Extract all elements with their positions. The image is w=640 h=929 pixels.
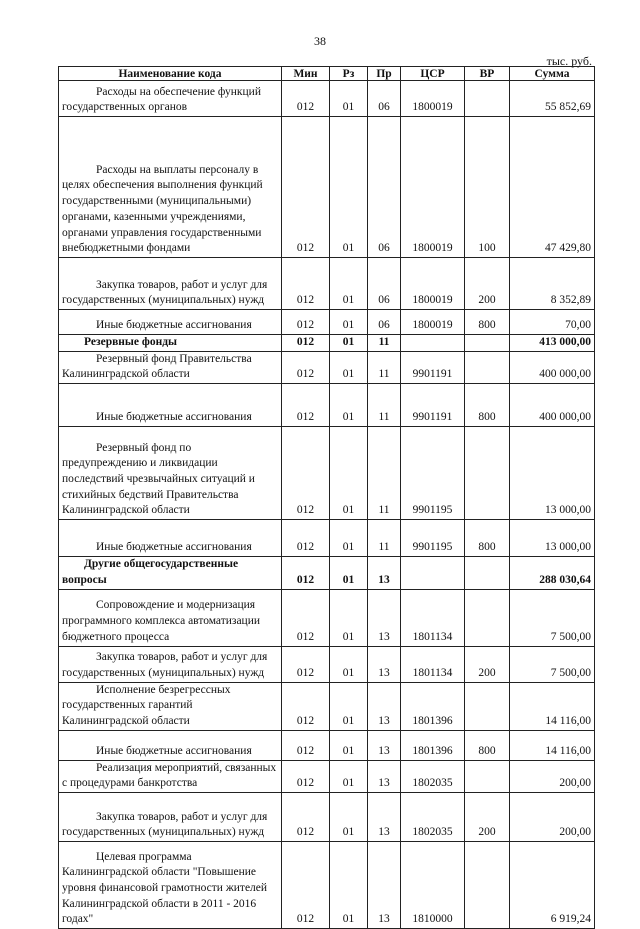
cell-pr: 13 xyxy=(368,730,401,760)
table-row xyxy=(59,557,595,589)
cell-rz: 01 xyxy=(330,335,368,352)
cell-min: 012 xyxy=(282,682,330,730)
cell-rz: 01 xyxy=(330,646,368,682)
cell-pr: 06 xyxy=(368,258,401,310)
cell-csr: 9901195 xyxy=(401,427,465,520)
cell-vr xyxy=(465,81,510,117)
cell-min: 012 xyxy=(282,760,330,792)
row-label: Сопровождение и модернизация программного комплекса автоматизации бюджетного процесса xyxy=(62,599,261,643)
cell-min: 012 xyxy=(282,351,330,383)
table-row xyxy=(59,427,595,520)
cell-name xyxy=(59,682,282,730)
cell-csr xyxy=(401,335,465,352)
cell-min: 012 xyxy=(282,117,330,258)
cell-rz: 01 xyxy=(330,520,368,557)
table-row xyxy=(59,384,595,427)
budget-table xyxy=(58,66,595,929)
cell-min: 012 xyxy=(282,258,330,310)
header-pr: Пр xyxy=(368,67,401,81)
cell-pr: 11 xyxy=(368,520,401,557)
cell-min: 012 xyxy=(282,589,330,646)
row-label: Другие общегосударственные вопросы xyxy=(62,558,239,586)
row-label: Резервный фонд по предупреждению и ликвидации последствий чрезвычайных ситуаций и стихийных бедствий Правительства Калининградской области xyxy=(62,441,255,517)
row-label: Расходы на обеспечение функций государственных органов xyxy=(62,85,261,114)
cell-rz: 01 xyxy=(330,760,368,792)
row-label: Иные бюджетные ассигнования xyxy=(96,541,252,554)
cell-vr: 200 xyxy=(465,646,510,682)
cell-sum: 400 000,00 xyxy=(510,384,595,427)
cell-sum: 200,00 xyxy=(510,793,595,842)
cell-min: 012 xyxy=(282,384,330,427)
cell-rz: 01 xyxy=(330,842,368,929)
cell-sum: 13 000,00 xyxy=(510,427,595,520)
table-row xyxy=(59,520,595,557)
cell-csr: 1802035 xyxy=(401,760,465,792)
table-row xyxy=(59,310,595,335)
table-row xyxy=(59,842,595,929)
cell-vr xyxy=(465,557,510,589)
cell-csr: 1810000 xyxy=(401,842,465,929)
row-label: Иные бюджетные ассигнования xyxy=(96,744,252,757)
table-row xyxy=(59,793,595,842)
cell-pr: 11 xyxy=(368,351,401,383)
cell-pr: 13 xyxy=(368,760,401,792)
cell-csr xyxy=(401,557,465,589)
cell-min: 012 xyxy=(282,81,330,117)
cell-vr: 800 xyxy=(465,730,510,760)
cell-name xyxy=(59,730,282,760)
cell-vr: 800 xyxy=(465,384,510,427)
cell-name xyxy=(59,310,282,335)
cell-csr: 1801134 xyxy=(401,646,465,682)
row-label: Закупка товаров, работ и услуг для государственных (муниципальных) нужд xyxy=(62,810,268,839)
cell-csr: 9901191 xyxy=(401,384,465,427)
cell-vr xyxy=(465,335,510,352)
row-label: Расходы на выплаты персоналу в целях обеспечения выполнения функций государственными (муниципальными) органами, казенными учреждениями, органами управления государственными внебюджетными фондами xyxy=(62,163,263,255)
cell-name xyxy=(59,520,282,557)
cell-rz: 01 xyxy=(330,427,368,520)
cell-rz: 01 xyxy=(330,682,368,730)
cell-sum: 70,00 xyxy=(510,310,595,335)
unit-label: тыс. руб. xyxy=(546,54,592,68)
cell-rz: 01 xyxy=(330,310,368,335)
cell-pr: 11 xyxy=(368,335,401,352)
cell-pr: 13 xyxy=(368,842,401,929)
cell-csr: 9901191 xyxy=(401,351,465,383)
cell-csr: 1800019 xyxy=(401,310,465,335)
cell-name xyxy=(59,117,282,258)
cell-vr: 800 xyxy=(465,310,510,335)
cell-sum: 6 919,24 xyxy=(510,842,595,929)
cell-min: 012 xyxy=(282,310,330,335)
cell-min: 012 xyxy=(282,335,330,352)
cell-vr xyxy=(465,427,510,520)
header-name: Наименование кода xyxy=(59,67,282,81)
cell-name xyxy=(59,842,282,929)
cell-csr: 1800019 xyxy=(401,81,465,117)
table-row xyxy=(59,117,595,258)
cell-vr: 800 xyxy=(465,520,510,557)
cell-sum: 7 500,00 xyxy=(510,589,595,646)
cell-rz: 01 xyxy=(330,351,368,383)
cell-sum: 8 352,89 xyxy=(510,258,595,310)
table-row xyxy=(59,351,595,383)
cell-rz: 01 xyxy=(330,589,368,646)
table-row xyxy=(59,646,595,682)
cell-pr: 13 xyxy=(368,589,401,646)
cell-sum: 400 000,00 xyxy=(510,351,595,383)
cell-csr: 1801396 xyxy=(401,682,465,730)
table-header-row xyxy=(59,67,595,81)
cell-csr: 1801134 xyxy=(401,589,465,646)
cell-min: 012 xyxy=(282,557,330,589)
cell-vr xyxy=(465,760,510,792)
cell-vr xyxy=(465,682,510,730)
cell-name xyxy=(59,335,282,352)
page-number: 38 xyxy=(314,34,326,48)
cell-pr: 06 xyxy=(368,117,401,258)
table-row xyxy=(59,730,595,760)
table-row xyxy=(59,335,595,352)
cell-name xyxy=(59,760,282,792)
row-label: Резервный фонд Правительства Калининградской области xyxy=(62,352,252,381)
row-label: Иные бюджетные ассигнования xyxy=(96,319,252,332)
cell-sum: 7 500,00 xyxy=(510,646,595,682)
row-label: Исполнение безрегрессных государственных гарантий Калининградской области xyxy=(62,683,231,727)
cell-min: 012 xyxy=(282,520,330,557)
table-row xyxy=(59,682,595,730)
cell-rz: 01 xyxy=(330,384,368,427)
cell-name xyxy=(59,427,282,520)
cell-pr: 06 xyxy=(368,81,401,117)
table-row xyxy=(59,760,595,792)
cell-sum: 14 116,00 xyxy=(510,730,595,760)
cell-sum: 13 000,00 xyxy=(510,520,595,557)
cell-pr: 11 xyxy=(368,427,401,520)
cell-name xyxy=(59,351,282,383)
cell-sum: 200,00 xyxy=(510,760,595,792)
header-rz: Рз xyxy=(330,67,368,81)
cell-vr: 200 xyxy=(465,258,510,310)
header-csr: ЦСР xyxy=(401,67,465,81)
cell-name xyxy=(59,258,282,310)
cell-sum: 288 030,64 xyxy=(510,557,595,589)
cell-rz: 01 xyxy=(330,730,368,760)
cell-pr: 13 xyxy=(368,793,401,842)
cell-csr: 1800019 xyxy=(401,117,465,258)
cell-vr: 100 xyxy=(465,117,510,258)
cell-name xyxy=(59,793,282,842)
row-label: Реализация мероприятий, связанных с процедурами банкротства xyxy=(62,761,277,790)
cell-vr xyxy=(465,351,510,383)
cell-pr: 13 xyxy=(368,646,401,682)
cell-rz: 01 xyxy=(330,258,368,310)
cell-csr: 1802035 xyxy=(401,793,465,842)
cell-rz: 01 xyxy=(330,793,368,842)
cell-name xyxy=(59,384,282,427)
cell-rz: 01 xyxy=(330,117,368,258)
cell-vr xyxy=(465,589,510,646)
header-min: Мин xyxy=(282,67,330,81)
row-label: Резервные фонды xyxy=(84,336,178,348)
cell-vr xyxy=(465,842,510,929)
cell-sum: 413 000,00 xyxy=(510,335,595,352)
row-label: Целевая программа Калининградской области "Повышение уровня финансовой грамотности жителей Калининградской области в 2011 - 2016 годах" xyxy=(62,850,268,926)
cell-name xyxy=(59,81,282,117)
cell-rz: 01 xyxy=(330,81,368,117)
cell-vr: 200 xyxy=(465,793,510,842)
row-label: Закупка товаров, работ и услуг для государственных (муниципальных) нужд xyxy=(62,278,268,307)
cell-name xyxy=(59,646,282,682)
cell-min: 012 xyxy=(282,646,330,682)
cell-min: 012 xyxy=(282,730,330,760)
cell-sum: 14 116,00 xyxy=(510,682,595,730)
cell-rz: 01 xyxy=(330,557,368,589)
table-row xyxy=(59,258,595,310)
cell-min: 012 xyxy=(282,793,330,842)
cell-pr: 13 xyxy=(368,682,401,730)
row-label: Иные бюджетные ассигнования xyxy=(96,411,252,424)
cell-pr: 13 xyxy=(368,557,401,589)
cell-min: 012 xyxy=(282,842,330,929)
cell-pr: 06 xyxy=(368,310,401,335)
cell-csr: 9901195 xyxy=(401,520,465,557)
cell-name xyxy=(59,589,282,646)
row-label: Закупка товаров, работ и услуг для государственных (муниципальных) нужд xyxy=(62,651,268,679)
cell-csr: 1800019 xyxy=(401,258,465,310)
header-vr: ВР xyxy=(465,67,510,81)
cell-sum: 55 852,69 xyxy=(510,81,595,117)
cell-sum: 47 429,80 xyxy=(510,117,595,258)
table-row xyxy=(59,81,595,117)
cell-name xyxy=(59,557,282,589)
cell-csr: 1801396 xyxy=(401,730,465,760)
table-row xyxy=(59,589,595,646)
header-sum: Сумма xyxy=(510,67,595,81)
cell-min: 012 xyxy=(282,427,330,520)
cell-pr: 11 xyxy=(368,384,401,427)
table-body xyxy=(59,81,595,929)
